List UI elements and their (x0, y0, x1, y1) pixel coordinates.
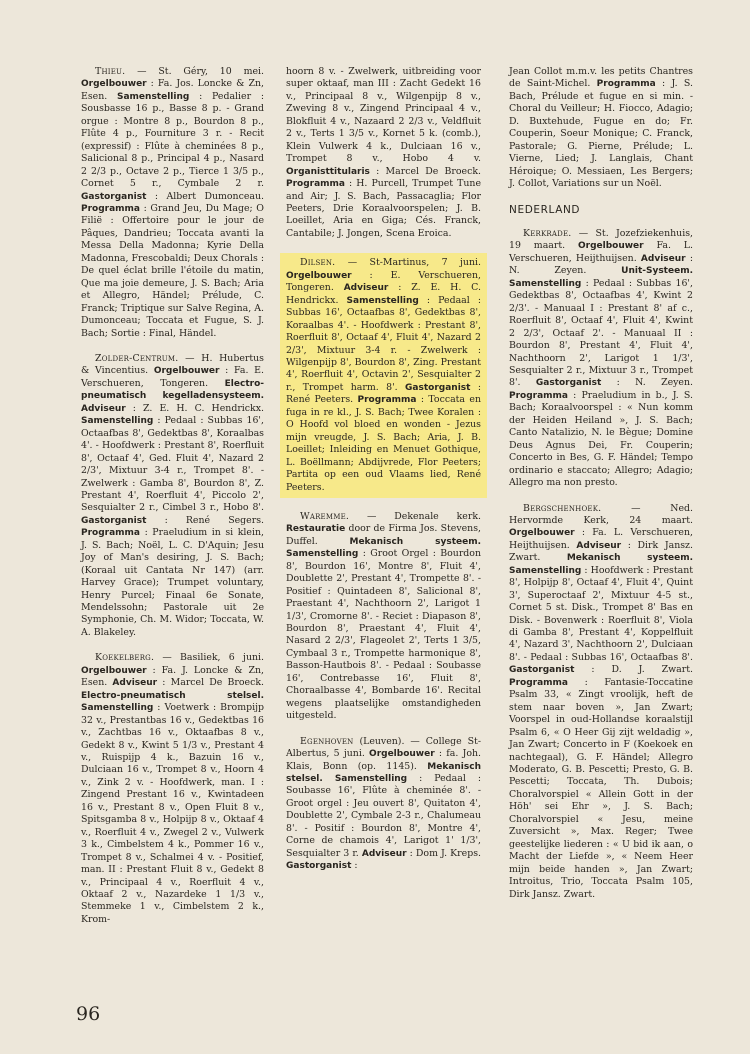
concert-entry (286, 66, 481, 240)
field-label: Programma (81, 203, 141, 214)
field-text: : Groot Orgel : Bourdon 8', Bourdon 16', Montre 8', Fluit 4', Doublette 2', Prestant 4', Trompette 8'. - Positief : Quintadeen 8', Salicional 8', Praestant 4', Nachthoorn 2', Larigot 1 1/3', Cromorne 8'. - Reciet : Diapason 8', Bourdon 8', Praestant 4', Fluit 4', Nasard 2 2/3', Flageolet 2', Terts 1 3/5, Cymbaal 3 r., Trompette harmonique 8', Basson-Hautbois 8'. - Pedaal : Soubasse 16', Contrebasse 16', Fluit 8', Choraalbasse 4', Bombarde 16'. Recital wegens plaatselijke omstandigheden uitgesteld. (286, 548, 481, 722)
concert-entry (286, 736, 481, 873)
entry-paragraph (509, 228, 693, 490)
field-text: : fa. Joh. Klais, Bonn (op. 1145). (286, 748, 482, 772)
concert-entry (81, 353, 264, 639)
place-name: Zolder-Centrum. (95, 352, 179, 364)
entry-paragraph (286, 66, 481, 240)
entry-paragraph (286, 511, 481, 723)
field-label: Unit-Systeem. (621, 266, 693, 277)
field-text: : Dom J. Kreps. (406, 847, 481, 859)
field-text: : J. S. Bach, Prélude et fugue en si min. - Choral du Veilleur; H. Fiocco, Adagio; D. Buxtehude, Fugue en do; Fr. Couperin, Soeur Monique; C. Franck, Pastorale; G. Pierne, Prélude; L. Vierne, Lied; J. Langlais, Chant Héroique; O. Messiaen, Les Bergers; J. Collot, Variations sur un Noël. (509, 78, 693, 190)
field-text: : Pedaal : Subbas 16', Octaafbas 8', Gedektbas 8', Koraalbas 4'. - Hoofdwerk : Prestant 8', Roerfluit 8', Octaaf 4', Ged. Fluit 4', Nazard 2 2/3', Mixtuur 3-4 r., Trompet 8'. - Zwelwerk : Gamba 8', Bourdon 8', Z. Prestant 4', Roerfluit 4', Piccolo 2', Sesquialter 2 r., Cimbel 3 r., Hobo 8'. (81, 415, 264, 514)
field-label: Programma (286, 179, 346, 190)
field-label: Adviseur (640, 253, 686, 264)
entry-intro: — Basiliek, 6 juni. (154, 652, 264, 664)
field-label: Programma (509, 390, 569, 401)
field-label: Orgelbouwer (577, 241, 644, 252)
field-label: Mekanisch stelsel. (286, 761, 481, 785)
field-text: : (351, 860, 358, 872)
field-label: Samenstelling (334, 774, 408, 785)
entry-paragraph (509, 503, 693, 902)
field-label: Programma (596, 79, 656, 90)
field-text: : Fantasie-Toccatine Psalm 33, « Zingt vroolijk, heft de stem naar boven », Jan Zwart; Voorspel in oud-Hollandse koraalstijl Psalm 6, « O Heer Gij zijt weldadig », Jan Zwart; Concerto in F (Koekoek en nachtegaal), G. F. Händel; Allegro Moderato, G. B. Pescetti; Presto, G. B. Pescetti; Toccata, Th. Dubois; Choralvorspiel « Allein Gott in der Höh' sei Ehr », J. S. Bach; Choralvorspiel « Jesu, meine Zuversicht », Max. Reger; Twee geestelijke liederen : « U bid ik aan, o Macht der Liefde », « Neem Heer mijn beide handen », Jan Zwart; Introitus, Trio, Toccata Psalm 105, Dirk Jansz. Zwart. (509, 676, 693, 900)
column-2 (286, 66, 481, 886)
entry-paragraph (81, 66, 264, 340)
field-label: Adviseur (343, 283, 389, 294)
field-text: : Praeludium in si klein, J. S. Bach; Noël, L. C. D'Aquin; Jesu Joy of Man's desiring, J. S. Bach; (Koraal uit Cantata Nr 147) (arr. Harvey Grace); Trumpet voluntary, Henry Purcel; Finaal 6e Sonate, Mendelssohn; Pastorale uit 2e Symphonie, Ch. M. Widor; Toccata, W. A. Blakeley. (81, 527, 264, 638)
entry-intro: — H. Hubertus & Vincentius. (81, 352, 264, 377)
place-name: Thieu. (95, 66, 126, 77)
concert-entry (509, 66, 693, 191)
field-label: Electro-pneumatisch kegelladensysteem. (81, 378, 264, 402)
place-name: Bergschenhoek. (523, 502, 602, 514)
field-label: Orgelbouwer (369, 749, 435, 760)
field-text: : Pedaal : Soubasse 16', Flûte à cheminée 8'. - Groot orgel : Jeu ouvert 8', Quitaton 4', Doublette 2', Cymbale 2-3 r., Chalumeau 8'. - Positif : Bourdon 8', Montre 4', Corne de chamois 4', Larigot 1' 1/3', Sesquialter 3 r. (286, 773, 481, 859)
field-text: : Pedaal : Subbas 16', Gedektbas 8', Octaafbas 4', Kwint 2 2/3'. - Manuaal I : Prestant 8' af c., Roerfluit 8', Octaaf 4', Fluit 4', Kwint 2 2/3', Octaaf 2'. - Manuaal II : Bourdon 8', Prestant 4', Fluit 4', Nachthoorn 2', Larigot 1 1/3', Sesquialter 2 r., Mixtuur 3 r., Trompet 8'. (509, 277, 693, 389)
concert-entry (509, 503, 693, 902)
place-name: Kerkrade. (523, 227, 572, 239)
concert-entry (81, 66, 264, 340)
entry-paragraph (286, 736, 481, 873)
section-heading: NEDERLAND (509, 203, 581, 216)
field-label: Programma (357, 395, 417, 406)
field-text: : Fa. J. Loncke & Zn, Esen. (81, 664, 264, 689)
column-1 (81, 66, 264, 939)
field-text: : N. Zeyen. (509, 252, 693, 277)
field-text: : E. Verschueren, Tongeren. (286, 269, 481, 294)
field-label: Gastorganist (81, 191, 147, 202)
entry-paragraph (81, 652, 264, 926)
entry-paragraph (286, 257, 481, 494)
field-label: Mekanisch systeem. (349, 536, 481, 547)
field-text: hoorn 8 v. - Zwelwerk, uitbreiding voor super oktaaf, man III : Zacht Gedekt 16 v., Principaal 8 v., Wilgenpijp 8 v., Zweving 8 v., Zingend Principaal 4 v., Blokfluit 4 v., Nazaard 2 2/3 v., Veldfluit 2 v., Terts 1 3/5 v., Kornet 5 k. (comb.), Klein Vulwerk 4 k., Dulciaan 16 v., Trompet 8 v., Hobo 4 v. (286, 66, 481, 165)
field-text: : N. Zeyen. (601, 377, 693, 389)
field-label: Samenstelling (117, 91, 190, 102)
field-label: Orgelbouwer (286, 270, 352, 281)
field-label: Samenstelling (509, 565, 582, 576)
field-label: Samenstelling (509, 278, 582, 289)
field-label: Samenstelling (81, 703, 154, 714)
entry-paragraph (509, 66, 693, 191)
entry-intro: — St. Jozefziekenhuis, 19 maart. (509, 227, 693, 252)
field-text: : Grand Jeu, Du Mage; O Filië : Offertoire pour le jour de Pâques, Dandrieu; Toccata avanti la Messa Della Madonna; Kyrie Della Madonna, Frescobaldi; Deux Chorals : De quel éclat brille l'étoile du matin, Que ma joie demeure, J. S. Bach; Aria et Allegro, Händel; Prélude, C. Franck; Triptique sur Salve Regina, A. Dumonceau; Toccata et Fugue, S. J. Bach; Sortie : Final, Händel. (81, 202, 264, 339)
field-label: Adviseur (576, 540, 622, 551)
concert-entry (286, 511, 481, 723)
field-text: : D. J. Zwart. (574, 664, 693, 676)
entry-intro: — Ned. Hervormde Kerk, 24 maart. (509, 502, 693, 526)
place-name: Waremme. (300, 510, 350, 522)
field-label: Programma (509, 677, 569, 688)
field-text: : Pedalier : Sousbasse 16 p., Basse 8 p. - Grand orgue : Montre 8 p., Bourdon 8 p., Flûte 4 p., Fourniture 3 r. - Recit (expressif) : Flûte à cheminées 8 p., Salicional 8 p., Principal 4 p., Nasard 2 2/3 p., Octave 2 p., Tierce 1 3/5 p., Cornet 5 r., Cymbale 2 r. (81, 90, 264, 190)
field-label: Samenstelling (286, 549, 359, 560)
entry-intro: — Dekenale kerk. (349, 510, 481, 522)
field-text: : Toccata en fuga in re kl., J. S. Bach; Twee Koralen : O Hoofd vol bloed en wonden - Jezus mijn vreugde, J. S. Bach; Aria, J. B. Loeillet; Inleiding en Menuet Gothique, L. Boëllmann; Abdijvrede, Flor Peeters; Partita op een oud Vlaams lied, René Peeters. (286, 394, 481, 493)
field-label: Gastorganist (535, 378, 602, 389)
field-label: Electro-pneumatisch stelsel. (81, 690, 264, 701)
field-label: Organisttitularis (286, 166, 370, 177)
place-name: Dilsen. (300, 257, 336, 269)
field-text: : Fa. Jos. Loncke & Zn, Esen. (81, 78, 264, 102)
field-text: door de Firma Jos. Stevens, Duffel. (286, 523, 481, 547)
field-text: : Marcel De Broeck. (369, 165, 481, 177)
field-text: : H. Purcell, Trumpet Tune and Air; J. S. Bach, Passacaglia; Flor Peeters, Drie Koraalvoorspelen; J. B. Loeillet, Aria en Giga; Cés. Franck, Cantabile; J. Jongen, Scena Eroica. (286, 178, 481, 239)
column-3 (509, 66, 693, 914)
field-label: Adviseur (361, 848, 407, 859)
field-text: Fa. L. Verschueren, Heijthuijsen. (509, 240, 694, 264)
field-text: : Hoofdwerk : Prestant 8', Holpijp 8', Octaaf 4', Fluit 4', Quint 3', Superoctaaf 2', Mixtuur 4-5 st., Cornet 5 st. Disk., Trompet 8' Bas en Disk. - Bovenwerk : Roerfluit 8', Viola di Gamba 8', Prestant 4', Koppelfluit 4', Nazard 3', Nachthoorn 2', Dulciaan 8'. - Pedaal : Subbas 16', Octaafbas 8'. (509, 564, 693, 663)
entry-intro: (Leuven). — College St-Albertus, 5 juni. (286, 735, 481, 760)
field-text: : Voetwerk : Brompijp 32 v., Prestantbas 16 v., Gedektbas 16 v., Zachtbas 16 v., Oktaafbas 8 v., Gedekt 8 v., Kwint 5 1/3 v., Prestant 4 v., Ruispijp 4 k., Bazuin 16 v., Dulciaan 16 v., Trompet 8 v., Hoorn 4 v., Zink 2 v. - Hoofdwerk, man. I : Zingend Prestant 16 v., Kwintadeen 16 v., Prestant 8 v., Open Fluit 8 v., Spitsgamba 8 v., Holpijp 8 v., Oktaaf 4 v., Roerfluit 4 v., Zwegel 2 v., Vulwerk 3 k., Cimbelstem 4 k., Pommer 16 v., Trompet 8 v., Schalmei 4 v. - Positief, man. II : Prestant Fluit 8 v., Gedekt 8 v., Principaal 4 v., Roerfluit 4 v., Oktaaf 2 v., Nazardeke 1 1/3 v., Stemmeke 1 v., Cimbelstem 2 k., Krom- (81, 702, 264, 925)
field-label: Programma (81, 528, 141, 539)
concert-entry (509, 228, 693, 490)
field-text: : Z. E. H. C. Hendrickx. (125, 402, 264, 414)
highlighted-entry (280, 253, 487, 498)
field-text: Jean Collot m.m.v. les petits Chantres de Saint-Michel. (509, 66, 693, 90)
place-name: Koekelberg. (95, 652, 155, 664)
field-label: Gastorganist (509, 665, 575, 676)
field-text: : Fa. E. Verschueren, Tongeren. (81, 365, 264, 389)
field-label: Gastorganist (405, 382, 471, 393)
field-label: Restauratie (286, 524, 346, 535)
field-text: : Pedaal : Subbas 16', Octaafbas 8', Gedektbas 8', Koraalbas 4'. - Hoofdwerk : Prestant 8', Roerfluit 8', Octaaf 4', Fluit 4', Nazard 2 2/3', Mixtuur 3-4 r. - Zwelwerk : Wilgenpijp 8', Bourdon 8', Zing. Prestant 4', Roerfluit 4', Octavin 2', Sesquialter 2 r., Trompet harm. 8'. (286, 294, 482, 393)
field-label: Orgelbouwer (81, 79, 147, 90)
page-number: 96 (76, 1003, 101, 1025)
field-text: : Albert Dumonceau. (146, 190, 264, 202)
field-label: Orgelbouwer (153, 366, 220, 377)
field-label: Gastorganist (286, 861, 352, 872)
entry-intro: — St. Géry, 10 mei. (125, 66, 264, 77)
field-text: : Praeludium in b., J. S. Bach; Koraalvoorspel : « Nun komm der Heiden Heiland », J. S. Bach; Canto Natalizio, N. le Bègue; Domine Deus Agnus Dei, Fr. Couperin; Concerto in Bes, G. F. Händel; Tempo ordinario e staccato; Allegro; Adagio; Allegro ma non presto. (509, 389, 693, 489)
field-text: : Fa. L. Verschueren, Heijthuijsen. (509, 527, 693, 551)
field-text: : Marcel De Broeck. (157, 677, 265, 689)
field-text: : Dirk Jansz. Zwart. (509, 539, 693, 564)
field-text: : René Peeters. (286, 381, 481, 406)
field-text: : René Segers. (146, 514, 264, 526)
field-label: Adviseur (81, 403, 126, 414)
field-label: Samenstelling (346, 295, 419, 306)
concert-entry (81, 652, 264, 926)
field-label: Orgelbouwer (509, 528, 575, 539)
field-label: Gastorganist (81, 515, 147, 526)
entry-intro: — St-Martinus, 7 juni. (335, 257, 481, 269)
field-text: : Z. E. H. C. Hendrickx. (286, 282, 481, 306)
field-label: Mekanisch systeem. (566, 553, 694, 564)
place-name: Egenhoven (300, 735, 354, 747)
field-label: Samenstelling (81, 416, 154, 427)
field-text (323, 773, 335, 784)
field-label: Adviseur (112, 678, 158, 689)
entry-paragraph (81, 353, 264, 639)
field-label: Orgelbouwer (81, 665, 147, 676)
